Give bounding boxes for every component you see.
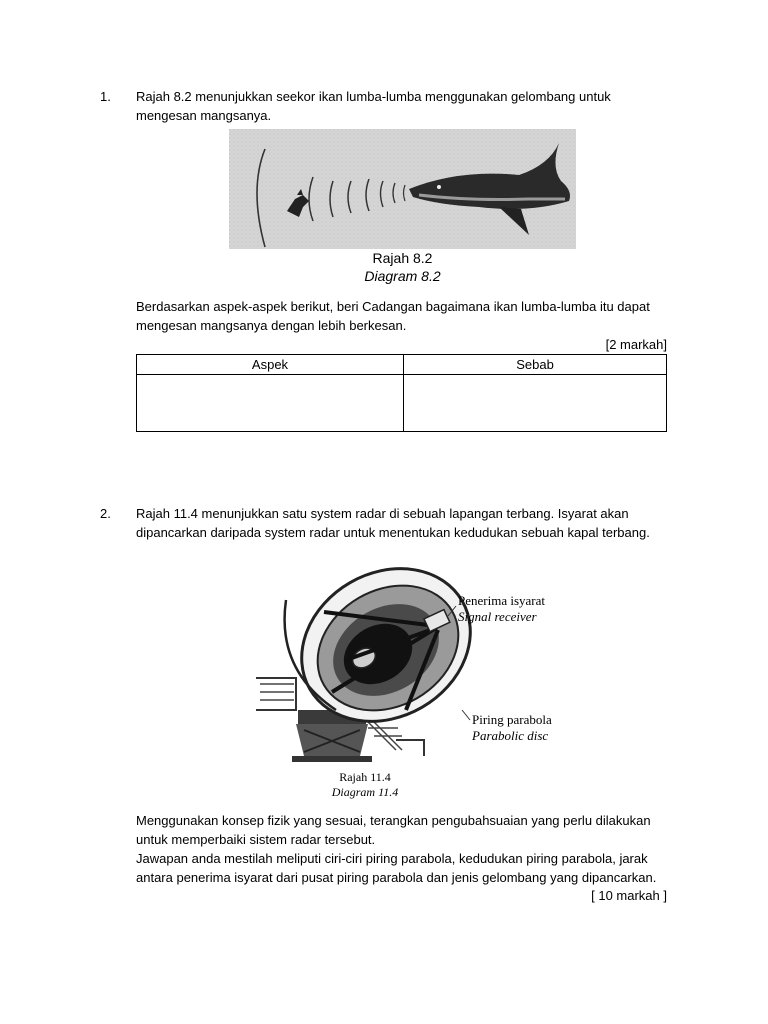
question-1-line-1: Rajah 8.2 menunjukkan seekor ikan lumba-lumba menggunakan gelombang untuk <box>136 89 611 104</box>
label-piring-parabola: Piring parabola <box>472 712 552 727</box>
question-1-instruction-line-2: mengesan mangsanya dengan lebih berkesan. <box>136 318 407 333</box>
dolphin-figure <box>229 129 576 249</box>
question-2-body-line-3: Jawapan anda mestilah meliputi ciri-ciri piring parabola, kedudukan piring parabola, jarak <box>136 851 648 866</box>
label-parabolic-disc: Parabolic disc <box>472 728 549 743</box>
figure-caption-rajah-8-2: Rajah 8.2 <box>372 250 433 266</box>
label-signal-receiver: Signal receiver <box>458 609 537 624</box>
answer-table-header <box>137 355 667 375</box>
question-1-line-2: mengesan mangsanya. <box>136 108 272 123</box>
question-1-number: 1. <box>100 89 111 104</box>
question-2-line-2: dipancarkan daripada system radar untuk menentukan kedudukan sebuah kapal terbang. <box>136 525 650 540</box>
question-2-body-line-4: antara penerima isyarat dari pusat piring parabola dan jenis gelombang yang dipancarkan. <box>136 870 657 885</box>
question-2-line-1: Rajah 11.4 menunjukkan satu system radar di sebuah lapangan terbang. Isyarat akan <box>136 506 629 521</box>
question-1-marks: [2 markah] <box>605 337 667 352</box>
question-2-body-line-2: untuk memperbaiki sistem radar tersebut. <box>136 832 376 847</box>
question-2-marks: [ 10 markah ] <box>591 888 667 903</box>
dolphin-echolocation-image <box>229 129 576 249</box>
answer-table-row <box>137 375 667 432</box>
answer-cell-aspek[interactable] <box>137 375 404 432</box>
answer-table <box>136 354 667 432</box>
label-penerima-isyarat: Penerima isyarat <box>458 593 545 608</box>
figure-caption-rajah-11-4: Rajah 11.4 <box>339 770 391 784</box>
question-2-body-line-1: Menggunakan konsep fizik yang sesuai, terangkan pengubahsuaian yang perlu dilakukan <box>136 813 651 828</box>
question-2-number: 2. <box>100 506 111 521</box>
figure-caption-diagram-11-4: Diagram 11.4 <box>331 785 399 799</box>
question-1-instruction-line-1: Berdasarkan aspek-aspek berikut, beri Cadangan bagaimana ikan lumba-lumba itu dapat <box>136 299 650 314</box>
answer-cell-sebab[interactable] <box>404 375 667 432</box>
table-header-aspek: Aspek <box>137 355 404 375</box>
table-header-sebab: Sebab <box>404 355 667 375</box>
figure-caption-diagram-8-2: Diagram 8.2 <box>364 268 441 284</box>
